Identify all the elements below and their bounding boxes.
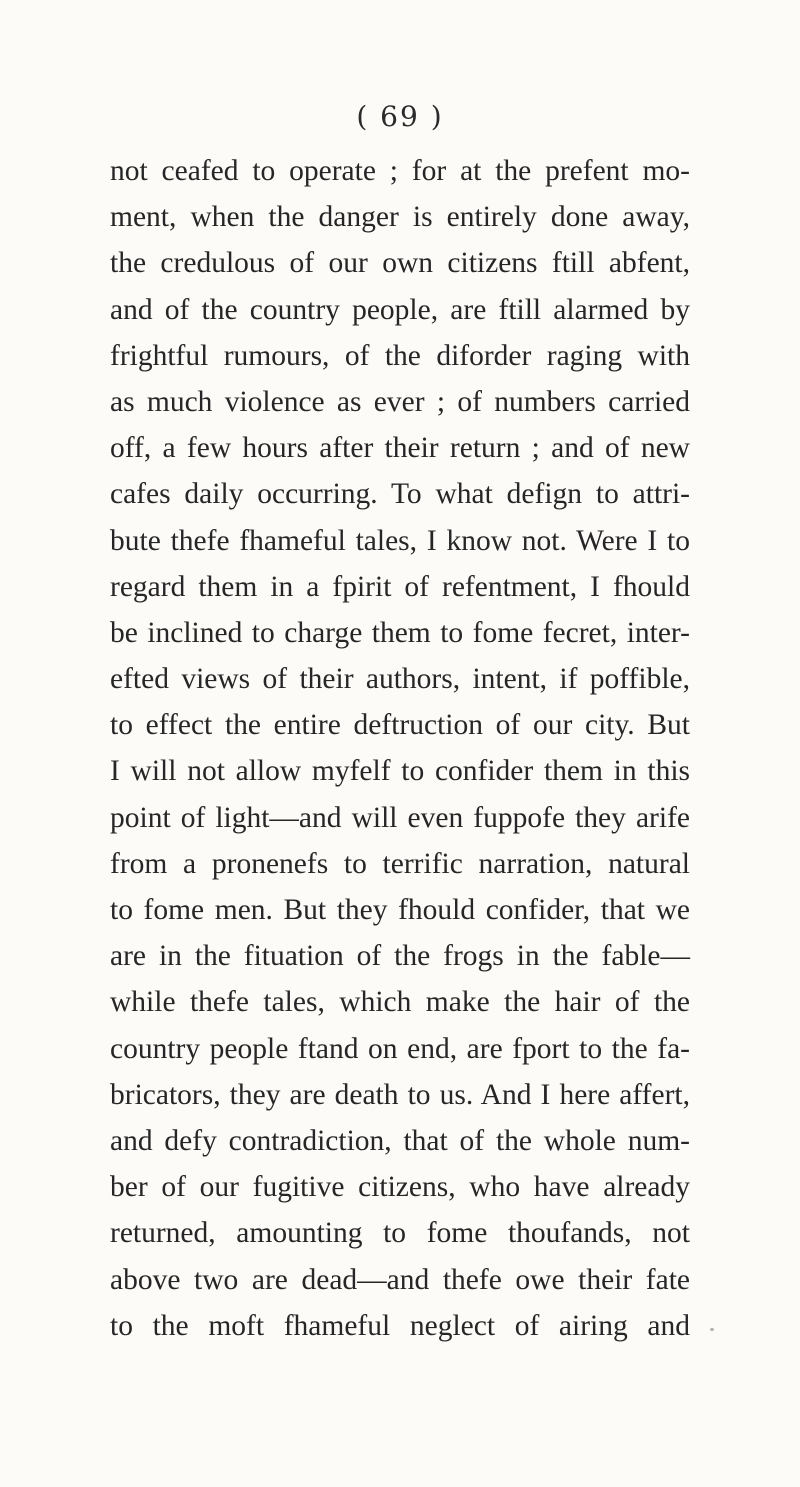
text-line: efted views of their authors, intent, if poffible,: [110, 663, 690, 696]
text-line: the credulous of our own citizens ftill abfent,: [110, 247, 690, 280]
text-line: to the moft fhameful neglect of airing and: [110, 1309, 690, 1342]
text-line: be inclined to charge them to fome fecret, inter-: [110, 616, 690, 649]
text-line: ber of our fugitive citizens, who have already: [110, 1171, 690, 1204]
text-line: regard them in a fpirit of refentment, I fhould: [110, 570, 690, 603]
page-number: ( 69 ): [356, 100, 444, 133]
text-line: are in the fituation of the frogs in the fable—: [110, 940, 690, 973]
text-line: bute thefe fhameful tales, I know not. Were I to: [110, 524, 690, 557]
text-line: as much violence as ever ; of numbers carried: [110, 385, 690, 418]
text-line: and defy contradiction, that of the whole num-: [110, 1124, 690, 1157]
text-line: country people ftand on end, are fport to the fa-: [110, 1032, 690, 1065]
text-line: to fome men. But they fhould confider, that we: [110, 894, 690, 926]
text-line: ment, when the danger is entirely done away,: [110, 201, 690, 234]
text-line: and of the country people, are ftill alarmed by: [110, 293, 690, 326]
text-line: to effect the entire deftruction of our city. But: [110, 709, 690, 742]
body-text: [110, 148, 690, 1349]
text-line: I will not allow myfelf to confider them in this: [110, 755, 690, 788]
text-line: while thefe tales, which make the hair of the: [110, 986, 690, 1019]
paper-speck: [710, 1328, 714, 1331]
text-line: from a pronenefs to terrific narration, natural: [110, 847, 690, 880]
text-line: not ceafed to operate ; for at the prefent mo-: [110, 155, 690, 187]
text-line: above two are dead—and thefe owe their fate: [110, 1263, 690, 1296]
text-line: off, a few hours after their return ; and of new: [110, 432, 690, 465]
text-line: bricators, they are death to us. And I here affert,: [110, 1078, 690, 1111]
text-line: returned, amounting to fome thoufands, not: [110, 1217, 690, 1250]
text-line: cafes daily occurring. To what defign to attri-: [110, 478, 690, 511]
text-line: point of light—and will even fuppofe they arife: [110, 801, 690, 834]
text-line: frightful rumours, of the diforder raging with: [110, 339, 690, 372]
